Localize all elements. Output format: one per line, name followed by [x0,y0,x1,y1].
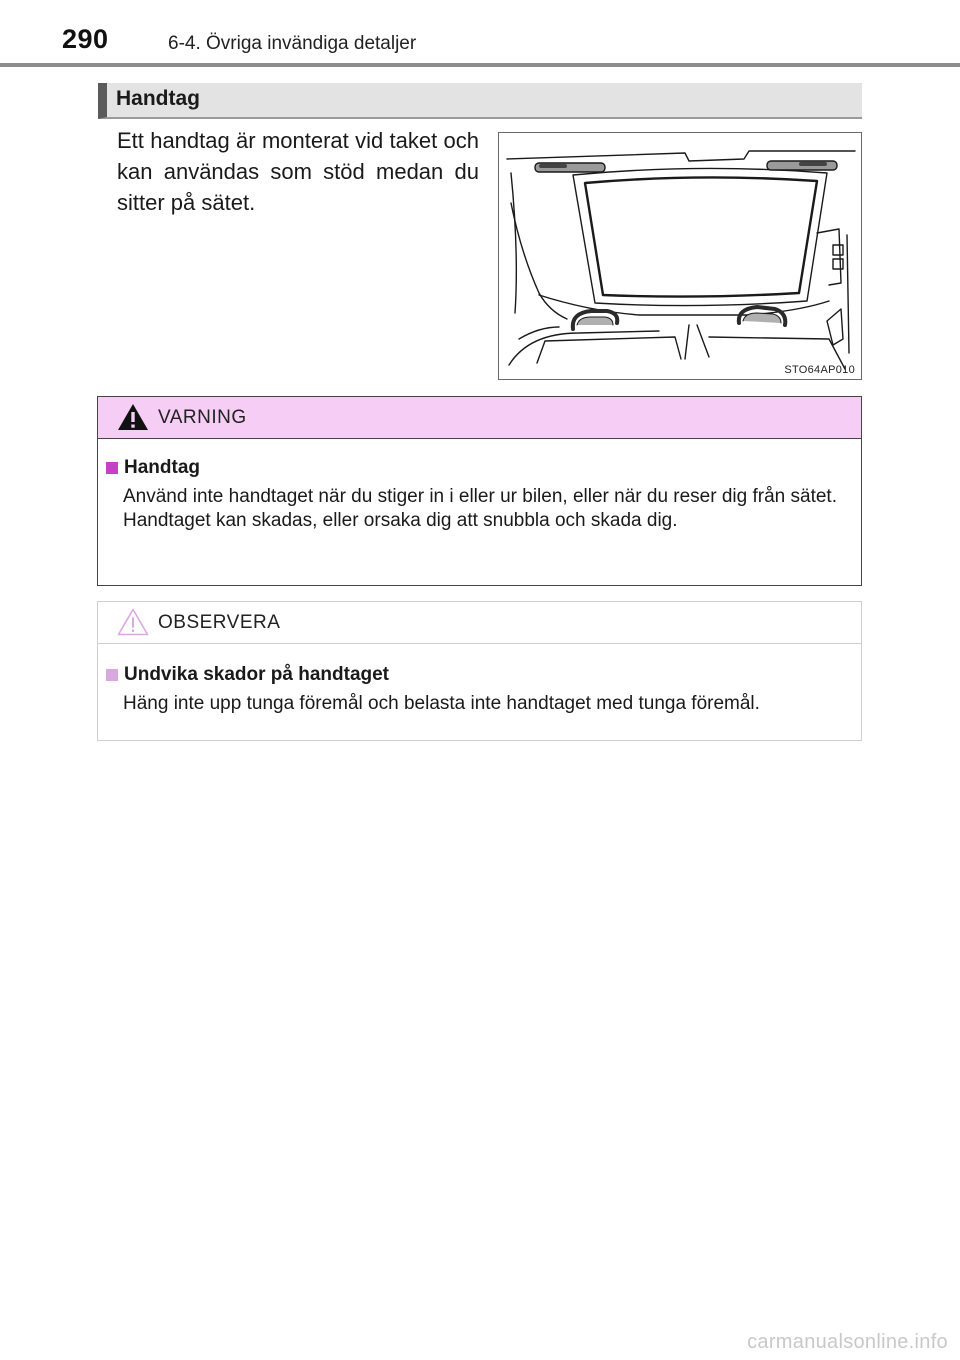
car-interior-line-drawing [499,133,861,379]
warning-line-2: Handtaget kan skadas, eller orsaka dig att snubbla och skada dig. [123,510,678,531]
intro-paragraph: Ett handtag är monterat vid taket och kan användas som stöd medan du sitter på sätet. [117,128,479,215]
caution-triangle-outline-icon [116,607,150,637]
warning-label: VARNING [158,407,247,428]
notice-body [106,664,849,716]
page-number: 290 [62,24,109,54]
warning-body [106,457,849,533]
square-bullet-icon [106,462,118,474]
warning-triangle-icon [116,402,150,432]
section-heading [98,83,862,119]
square-bullet-icon [106,669,118,681]
page-header [0,0,960,70]
notice-item-text: Häng inte upp tunga föremål och belasta inte handtaget med tunga föremål. [123,693,760,714]
watermark: carmanualsonline.info [747,1331,948,1353]
warning-box [97,396,862,586]
warning-item-title [106,457,849,479]
notice-label: OBSERVERA [158,612,281,633]
notice-box [97,601,862,741]
section-title: Handtag [116,87,200,110]
warning-line-1: Använd inte handtaget när du stiger in i eller ur bilen, eller när du reser dig från sätet. [123,486,837,507]
chapter-title: 6-4. Övriga invändiga detaljer [168,33,417,54]
notice-header [98,602,861,644]
warning-item-title-text: Handtag [124,457,200,478]
figure-code: STO64AP010 [784,364,855,376]
header-rule [0,63,960,67]
warning-header [98,397,861,439]
notice-item-title [106,664,849,686]
notice-item-title-text: Undvika skador på handtaget [124,664,390,685]
warning-item-text [123,485,849,533]
roof-handle-illustration [498,132,862,380]
